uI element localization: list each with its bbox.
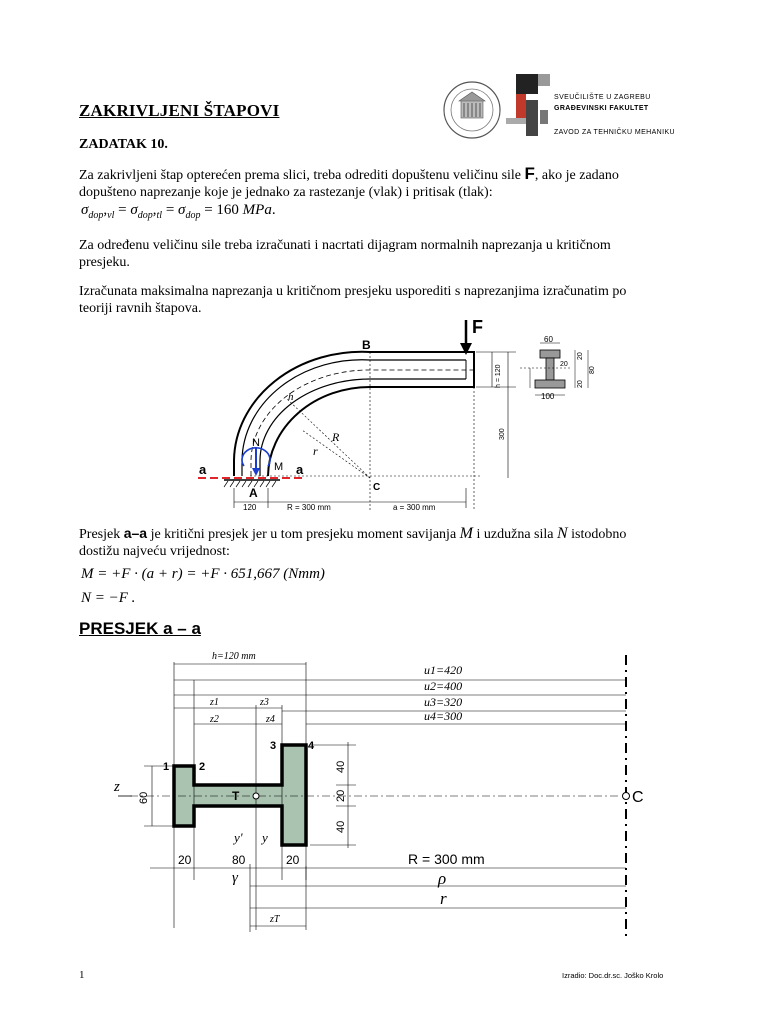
- corner-1-label: 1: [163, 761, 170, 773]
- corner-2-label: 2: [199, 761, 206, 773]
- moment-equation: M = +F · (a + r) = +F · 651,667 (Nmm): [81, 566, 325, 582]
- intro-text-b: , ako je zadano: [534, 168, 619, 183]
- task-paragraph-2: [79, 237, 699, 271]
- footer-author: Izradio: Doc.dr.sc. Joško Krolo: [562, 971, 664, 980]
- dim-a300-label: a = 300 mm: [393, 503, 436, 512]
- zt-label: zT: [270, 914, 280, 925]
- p4-text-b: je kritični presjek jer u tom presjeku moment savijanja: [147, 527, 460, 542]
- dim-60-label: 60: [138, 791, 150, 804]
- bottom-dim-80-label: 80: [232, 853, 246, 867]
- u2-label: u2=400: [424, 679, 463, 693]
- radius-r-upper-label: R: [332, 430, 340, 444]
- intro-text-line2: dopušteno naprezanje koje je jednako za rastezanje (vlak) i pritisak (tlak):: [79, 185, 493, 200]
- university-logo: [440, 72, 710, 152]
- logo-department: ZAVOD ZA TEHNIČKU MEHANIKU: [554, 129, 675, 136]
- moment-label: M: [274, 461, 284, 473]
- r-label: r: [440, 889, 447, 908]
- p4-text-a: Presjek: [79, 527, 124, 542]
- y-label: y: [262, 830, 268, 845]
- dim-r300-label: R = 300 mm: [287, 503, 331, 512]
- allowable-stress-equation-text: [0, 0, 1, 1]
- dim-20-label: 20: [335, 789, 347, 802]
- z3-label: z3: [260, 697, 269, 708]
- cs-dim-20b-label: 20: [577, 380, 584, 388]
- section-a-left-label: a: [199, 462, 207, 477]
- intro-paragraph: [79, 165, 699, 201]
- z2-label: z2: [210, 714, 219, 725]
- logo-faculty: GRAĐEVINSKI FAKULTET: [554, 105, 649, 112]
- force-f-label: F: [472, 318, 483, 337]
- normal-force-equation: N = −F .: [81, 590, 136, 606]
- p3-line2: teoriji ravnih štapova.: [79, 301, 202, 316]
- corner-3-label: 3: [270, 740, 277, 752]
- dim-120-label: 120: [243, 503, 257, 512]
- dim-40b-label: 40: [335, 820, 347, 833]
- page-title: ZAKRIVLJENI ŠTAPOVI: [79, 101, 280, 120]
- dim-300-label: 300: [499, 428, 506, 440]
- cross-section-figure: [100, 640, 680, 940]
- logo-university: SVEUČILIŠTE U ZAGREBU: [554, 94, 651, 101]
- seal-icon: [440, 72, 710, 152]
- cs-width-60-label: 60: [544, 335, 553, 344]
- p4-text-c: i uzdužna sila: [473, 527, 557, 542]
- curved-beam-figure: [190, 318, 610, 518]
- h-dim-label: h=120 mm: [212, 651, 256, 662]
- task-number: ZADATAK 10.: [79, 137, 168, 152]
- critical-section-paragraph: [79, 525, 719, 560]
- corner-4-label: 4: [308, 740, 315, 752]
- rho-label: ρ: [438, 869, 447, 888]
- p3-line1: Izračunata maksimalna naprezanja u kritičnom presjeku usporediti s naprezanjima izračunatim po: [79, 284, 627, 299]
- bottom-dim-20a-label: 20: [178, 853, 192, 867]
- r300-label: R = 300 mm: [408, 851, 485, 867]
- dim-h-label: h = 120: [495, 364, 502, 388]
- normal-force-symbol: N: [556, 525, 568, 542]
- p2-line2: presjeku.: [79, 255, 130, 270]
- bottom-dim-20b-label: 20: [286, 853, 300, 867]
- z4-label: z4: [266, 714, 275, 725]
- cs-dim-20a-label: 20: [577, 352, 584, 360]
- force-symbol: F: [524, 164, 535, 183]
- u1-label: u1=420: [424, 663, 463, 677]
- p4-line2: dostižu najveću vrijednost:: [79, 544, 230, 559]
- z-axis-label: z: [114, 779, 120, 795]
- moment-symbol: M: [459, 525, 473, 542]
- intro-text-a: Za zakrivljeni štap opterećen prema slici, treba odrediti dopuštenu veličinu sile: [79, 168, 525, 183]
- centroid-t-label: T: [232, 789, 240, 803]
- allowable-stress-equation: $\sigma_{dop},_{vl} = \sigma_{dop},_{tl} = \sigma_{dop} = 160$ MPa.: [81, 202, 276, 221]
- y-prime-label: y': [234, 830, 243, 845]
- section-a-right-label: a: [296, 462, 304, 477]
- z1-label: z1: [210, 697, 219, 708]
- task-paragraph-3: [79, 283, 699, 317]
- point-c-label: C: [632, 789, 644, 806]
- point-c-label: C: [373, 482, 381, 493]
- section-heading: PRESJEK a – a: [79, 619, 201, 638]
- cs-dim-80-label: 80: [589, 366, 596, 374]
- u4-label: u4=300: [424, 709, 463, 723]
- p2-line1: Za određenu veličinu sile treba izračunati i nacrtati dijagram normalnih naprezanja u kritičnom: [79, 238, 611, 253]
- normal-force-label: N: [252, 437, 260, 449]
- cs-width-100-label: 100: [541, 392, 555, 401]
- gamma-label: γ: [232, 870, 238, 886]
- radius-r-lower-label: r: [313, 444, 318, 458]
- section-aa-ref: a–a: [123, 525, 148, 541]
- u3-label: u3=320: [424, 695, 463, 709]
- h-label: h: [288, 391, 294, 403]
- point-a-label: A: [249, 486, 258, 500]
- point-b-label: B: [362, 338, 371, 352]
- p4-text-d: istodobno: [567, 527, 627, 542]
- page-number: 1: [79, 969, 85, 981]
- dim-40a-label: 40: [335, 760, 347, 773]
- cs-dim-20c-label: 20: [560, 361, 568, 368]
